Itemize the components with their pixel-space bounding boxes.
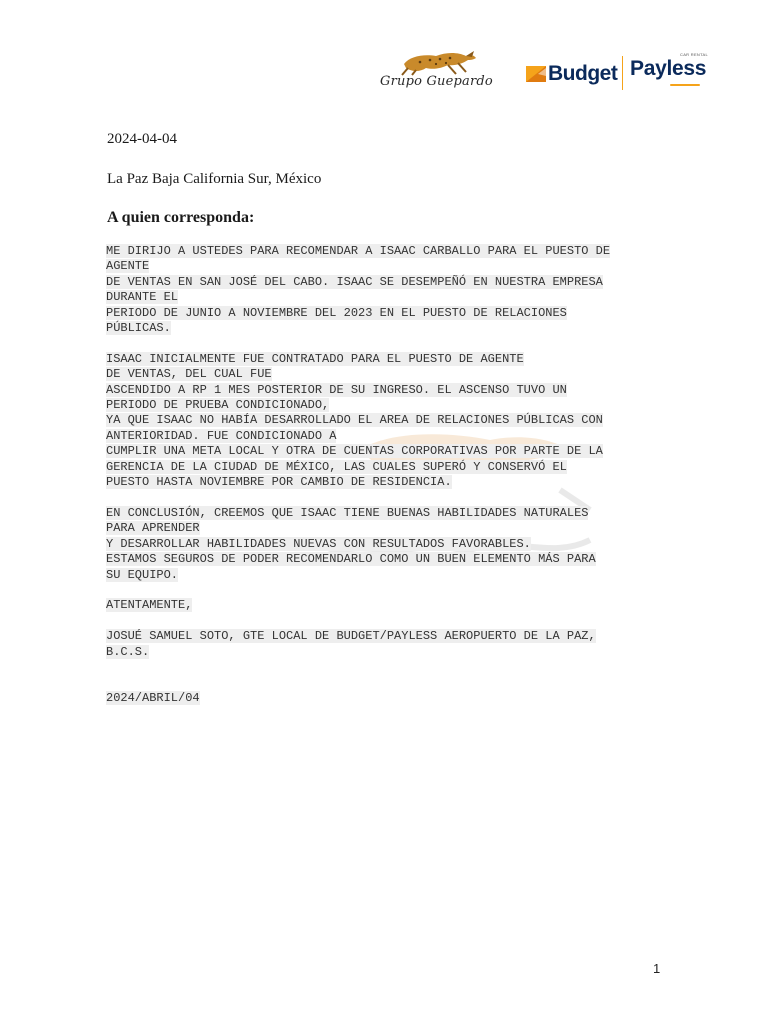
letter-line xyxy=(106,398,666,413)
letter-line xyxy=(106,290,666,305)
letter-line-text: ISAAC INICIALMENTE FUE CONTRATADO PARA EL PUESTO DE AGENTE xyxy=(106,351,524,366)
cheetah-icon xyxy=(400,48,480,76)
letter-line-text: ESTAMOS SEGUROS DE PODER RECOMENDARLO COMO UN BUEN ELEMENTO MÁS PARA xyxy=(106,552,596,567)
page-number: 1 xyxy=(653,961,661,976)
letter-line-text: ANTERIORIDAD. FUE CONDICIONADO A xyxy=(106,428,337,443)
letter-line-text: CUMPLIR UNA META LOCAL Y OTRA DE CUENTAS CORPORATIVAS POR PARTE DE LA xyxy=(106,444,603,459)
letter-line-text: PÚBLICAS. xyxy=(106,321,171,336)
grupo-guepardo-logo xyxy=(378,44,498,100)
letter-paragraph xyxy=(106,675,666,706)
letter-line-text: PERIODO DE JUNIO A NOVIEMBRE DEL 2023 EN EL PUESTO DE RELACIONES xyxy=(106,305,567,320)
letter-line-text: DE VENTAS, DEL CUAL FUE xyxy=(106,367,272,382)
letter-line-text: GERENCIA DE LA CIUDAD DE MÉXICO, LAS CUALES SUPERÓ Y CONSERVÓ EL xyxy=(106,459,567,474)
letter-line xyxy=(106,383,666,398)
letter-paragraph xyxy=(106,244,666,336)
letter-line xyxy=(106,321,666,336)
letter-line xyxy=(106,275,666,290)
letter-line xyxy=(106,506,666,521)
letter-line xyxy=(106,444,666,459)
letter-paragraph xyxy=(106,629,666,660)
letter-line-text: DE VENTAS EN SAN JOSÉ DEL CABO. ISAAC SE DESEMPEÑÓ EN NUESTRA EMPRESA xyxy=(106,274,603,289)
letter-line xyxy=(106,629,666,644)
logo-divider xyxy=(622,56,623,90)
payless-tagline: CAR RENTAL xyxy=(680,52,709,57)
budget-logo xyxy=(526,62,618,92)
letter-line-text: PUESTO HASTA NOVIEMBRE POR CAMBIO DE RESIDENCIA. xyxy=(106,475,452,490)
letter-line-text: SU EQUIPO. xyxy=(106,567,179,582)
letter-date: 2024-04-04 xyxy=(107,131,177,147)
letter-line-text: JOSUÉ SAMUEL SOTO, GTE LOCAL DE BUDGET/PAYLESS AEROPUERTO DE LA PAZ, xyxy=(106,629,596,644)
letter-line xyxy=(106,429,666,444)
letter-line xyxy=(106,413,666,428)
letter-line-text: EN CONCLUSIÓN, CREEMOS QUE ISAAC TIENE BUENAS HABILIDADES NATURALES xyxy=(106,505,589,520)
letter-paragraph xyxy=(106,506,666,583)
letter-body xyxy=(106,244,666,722)
letter-line xyxy=(106,306,666,321)
letter-line-text: DURANTE EL xyxy=(106,290,179,305)
letter-line-text: 2024/ABRIL/04 xyxy=(106,690,200,705)
letter-line-text xyxy=(106,675,113,689)
letter-line-text: Y DESARROLLAR HABILIDADES NUEVAS CON RESULTADOS FAVORABLES. xyxy=(106,536,531,551)
header-logos xyxy=(378,44,718,104)
payless-logo xyxy=(630,52,710,92)
budget-mark-icon xyxy=(526,66,546,82)
letter-line-text: AGENTE xyxy=(106,259,150,274)
letter-paragraph xyxy=(106,352,666,491)
letter-line-text: ATENTAMENTE, xyxy=(106,598,193,613)
letter-line xyxy=(106,244,666,259)
letter-line xyxy=(106,460,666,475)
letter-line xyxy=(106,598,666,613)
letter-line xyxy=(106,259,666,274)
letter-line xyxy=(106,367,666,382)
payless-swoosh xyxy=(670,84,700,86)
letter-line xyxy=(106,552,666,567)
letter-line xyxy=(106,521,666,536)
letter-line xyxy=(106,352,666,367)
letter-line-text: PARA APRENDER xyxy=(106,521,200,536)
letter-line-text: YA QUE ISAAC NO HABÍA DESARROLLADO EL AREA DE RELACIONES PÚBLICAS CON xyxy=(106,413,603,428)
letter-place: La Paz Baja California Sur, México xyxy=(107,171,322,187)
letter-line xyxy=(106,475,666,490)
letter-line xyxy=(106,691,666,706)
letter-line-text: PERIODO DE PRUEBA CONDICIONADO, xyxy=(106,398,330,413)
grupo-guepardo-wordmark: Grupo Guepardo xyxy=(380,74,493,89)
letter-line xyxy=(106,537,666,552)
letter-line-text: B.C.S. xyxy=(106,644,150,659)
letter-line-text: ME DIRIJO A USTEDES PARA RECOMENDAR A ISAAC CARBALLO PARA EL PUESTO DE xyxy=(106,244,611,258)
letter-paragraph xyxy=(106,598,666,613)
budget-wordmark: Budget xyxy=(548,62,618,85)
letter-line xyxy=(106,568,666,583)
letter-line-text: ASCENDIDO A RP 1 MES POSTERIOR DE SU INGRESO. EL ASCENSO TUVO UN xyxy=(106,382,567,397)
payless-wordmark: Payless xyxy=(630,57,707,80)
letter-salutation: A quien corresponda: xyxy=(107,209,255,226)
letter-line xyxy=(106,645,666,660)
letter-line xyxy=(106,675,666,690)
